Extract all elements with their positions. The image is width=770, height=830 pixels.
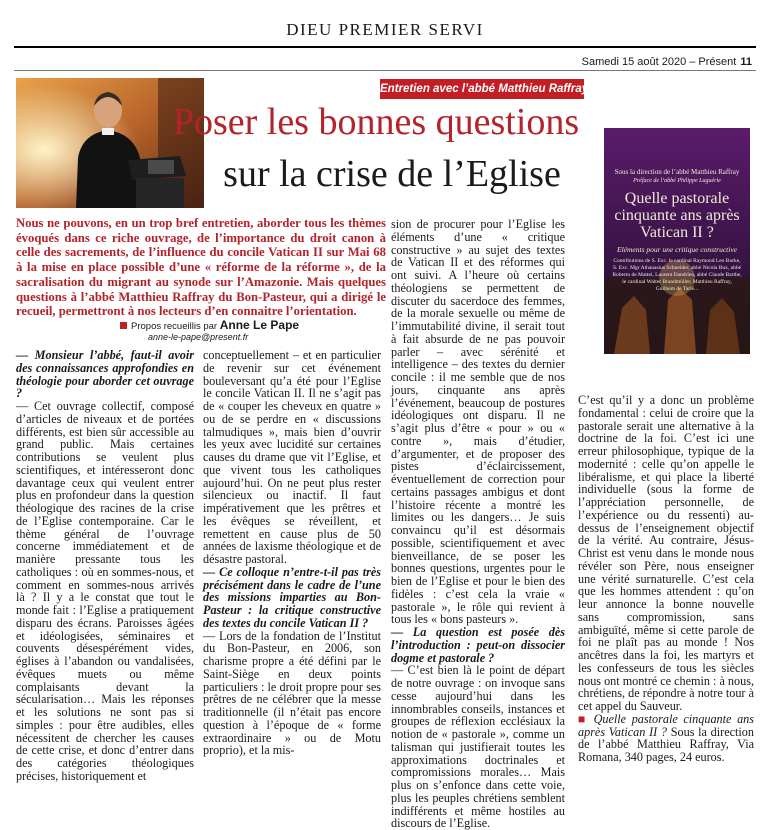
answer-paragraph: — Cet ouvrage collectif, composé d’articles de niveaux et de portées différents, est bien sûr accessible au grand public. Mais certaines contributions se veulent plus scientifiques, et intéresseront donc davantage ceux qui veulent entrer plus en profondeur dans la question théologique des racines de la crise de l’Eglise contemporaine. Car le thème général de l’ouvrage concerne immédiatement et de manière pressante tous les catholiques : où en sommes-nous, et comment en sommes-nous arrivés là ? Il y a le constat que tout le monde fait : l’Eglise a pratiquement disparu des écrans. Paroisses âgées et idéologisées, séminaires et couvents désespérément vides, églises à l’abandon ou vandalisées, évêques muets ou même complaisants devant la sécularisation… Mais les réponses et les solutions ne sont pas si simples : pour être audibles, elles nécessitent de chercher les causes de cette crise, et donc d’entrer dans des catégories théologiques précises, historiquement et [16, 399, 194, 783]
book-note [578, 713, 754, 764]
question: — Ce colloque n’entre-t-il pas très précisément dans le cadre de l’une des missions imparties au Bon-Pasteur : la critique constructive des textes du concile Vatican II ? [203, 564, 381, 630]
book-cover [604, 128, 750, 354]
page-number: 11 [740, 56, 752, 68]
question: — La question est posée dès l’introduction : peut-on dissocier dogme et pastorale ? [391, 625, 565, 665]
answer-paragraph: — C’est bien là le point de départ de notre ouvrage : on invoque sans cesse aujourd’hui dans les innombrables conseils, instances et groupes de réflexion ecclésiaux la notion de « pastorale », comme un talisman qui justifierait toutes les approximations doctrinales et compromissions morales… Mais plus on s’enfonce dans cette voie, plus les peuples chrétiens semblent indifférents et même hostiles au discours de l’Eglise. [391, 663, 565, 830]
headline-line-1: Poser les bonnes questions [172, 101, 580, 143]
column-3 [391, 218, 565, 830]
book-subtitle: Eléments pour une critique constructive [617, 245, 737, 254]
answer-paragraph: C’est qu’il y a donc un problème fondamental : celui de croire que la pastorale serait une alternative à la doctrine de la foi. C’est ici une erreur philosophique, typique de la modernité : celle qu’on appelle le libéralisme, et qui place la liberté individuelle (sous la forme de l’appréciation personnelle, de l’expérience ou du ressenti) au-dessus de l’enseignement objectif de la vérité. Au contraire, Jésus-Christ est venu dans le monde nous révéler son Père, nous enseigner une vérité surnaturelle. C’est cela que les hommes attendent : qu’on leur annonce la bonne nouvelle sans compromission, sans ambiguïté, même si cette parole de foi ne plaît pas au monde ! Nos ancêtres dans la foi, les martyrs et les confesseurs de tous les siècles nous ont montré ce chemin : à nous, chrétiens, de répondre à notre tour à cet appel du Sauveur. [578, 393, 755, 713]
column-1 [16, 349, 194, 783]
author-email: anne-le-pape@present.fr [148, 332, 249, 342]
column-2 [203, 349, 381, 757]
answer-paragraph: sion de procurer pour l’Eglise les éléments d’une « critique constructive » au sujet des textes de Vatican II et des réformes qui ont suivi. A l’heure où certains théologiens se permettent de discuter du sacerdoce des femmes, de la morale sexuelle ou même de l’immutabilité divine, il serait tout à fait absurde de ne pas pouvoir parler – avec sérénité et intelligence – des textes du dernier concile : il me semble que de nos jours, cinquante ans après l’événement, beaucoup de postures idéologiques ont disparu. Il ne s’agit plus d’être « pour » ou « contre », mais d’étudier, d’argumenter, et de proposer des pistes d’éclaircissement, éventuellement de correction pour certains passages ambigus et dont l’histoire récente a montré les limites ou les dangers… Je suis convaincu qu’il est désormais possible, scientifiquement et avec bienveillance, de se poser les bonnes questions, urgentes pour le bien de l’Eglise et pour le bien des fidèles : c’est cela la vraie « pastorale », le rôle qui revient à tous les « bons pasteurs ». [391, 217, 565, 627]
section-title: DIEU PREMIER SERVI [286, 20, 484, 39]
note-details: Sous la direction de l’abbé Matthieu Raffray, Via Romana, 340 pages, 24 euros. [578, 724, 754, 764]
answer-paragraph: conceptuellement – et en particulier de revenir sur cet événement bouleversant qu’a été pour l’Eglise le concile Vatican II. Il ne s’agit pas de « couper les cheveux en quatre » ou de se perdre en « discussions talmudiques », mais bien d’ouvrir les yeux avec lucidité sur certaines causes du drame que vit l’Eglise, et que vivent tous les catholiques aujourd’hui. On ne peut plus rester silencieux ou inactif. Il faut impérativement que les prêtres et les évêques se réveillent, et remettent en cause plus de 50 années de laxisme théologique et de désastre pastoral. [203, 348, 381, 566]
book-authors: Contributions de S. Exc. le cardinal Raymond Leo Burke, S. Exc. Mgr Athanasius Schneider, abbé Nicola Bux, abbé Roberto de Mattei, Laurent Dandrieu, abbé Claude Barthe, le cardinal Walter Brandmüller, Matthieu Raffray, Guilhem de Tarlé... [612, 258, 742, 292]
answer-paragraph: — Lors de la fondation de l’Institut du Bon-Pasteur, en 2006, son charisme propre a été défini par le Saint-Siège en deux points particuliers : le droit propre pour ses prêtres de ne célébrer que la messe traditionnelle (il n’était pas encore question à l’époque de « forme extraordinaire » ou de Motu proprio), et la mis- [203, 628, 381, 758]
headline-line-2: sur la crise de l’Eglise [223, 153, 561, 195]
page-header [14, 0, 756, 48]
book-cover-text [604, 168, 750, 293]
dateline [582, 56, 752, 68]
note-marker: ■ [578, 711, 588, 726]
byline [120, 318, 299, 332]
byline-author: Anne Le Pape [219, 318, 300, 332]
interview-banner: Entretien avec l’abbé Matthieu Raffray [380, 79, 584, 99]
red-square-icon [120, 322, 127, 329]
book-preface: Préface de l’abbé Philippe Laguérie [633, 178, 721, 184]
book-kicker: Sous la direction de l’abbé Matthieu Raffray [614, 168, 740, 176]
book-title: Quelle pastorale cinquante ans après Vatican II ? [614, 190, 740, 241]
date-text: Samedi 15 août 2020 – Présent [581, 56, 737, 68]
question: — Monsieur l’abbé, faut-il avoir des connaissances approfondies en théologie pour aborder cet ouvrage ? [16, 348, 194, 401]
lead-paragraph: Nous ne pouvons, en un trop bref entretien, aborder tous les thèmes évoqués dans ce riche ouvrage, de l’importance du droit canon à celle des sacrements, de l’influence du concile Vatican II sur Mai 68 à la mise en place possible d’une « réforme de la réforme », de la sacralisation du migrant au synode sur l’Amazonie. Mais quelques questions à l’abbé Matthieu Raffray du Bon-Pasteur, qui a dirigé le recueil, permettront à nos lecteurs d’en connaitre l’orientation. [16, 216, 386, 319]
note-book-title: Quelle pastorale cinquante ans après Vatican II ? [578, 711, 754, 739]
column-4 [578, 394, 754, 764]
dateline-rule [14, 70, 756, 71]
byline-prefix: Propos recueillis par [131, 321, 218, 332]
